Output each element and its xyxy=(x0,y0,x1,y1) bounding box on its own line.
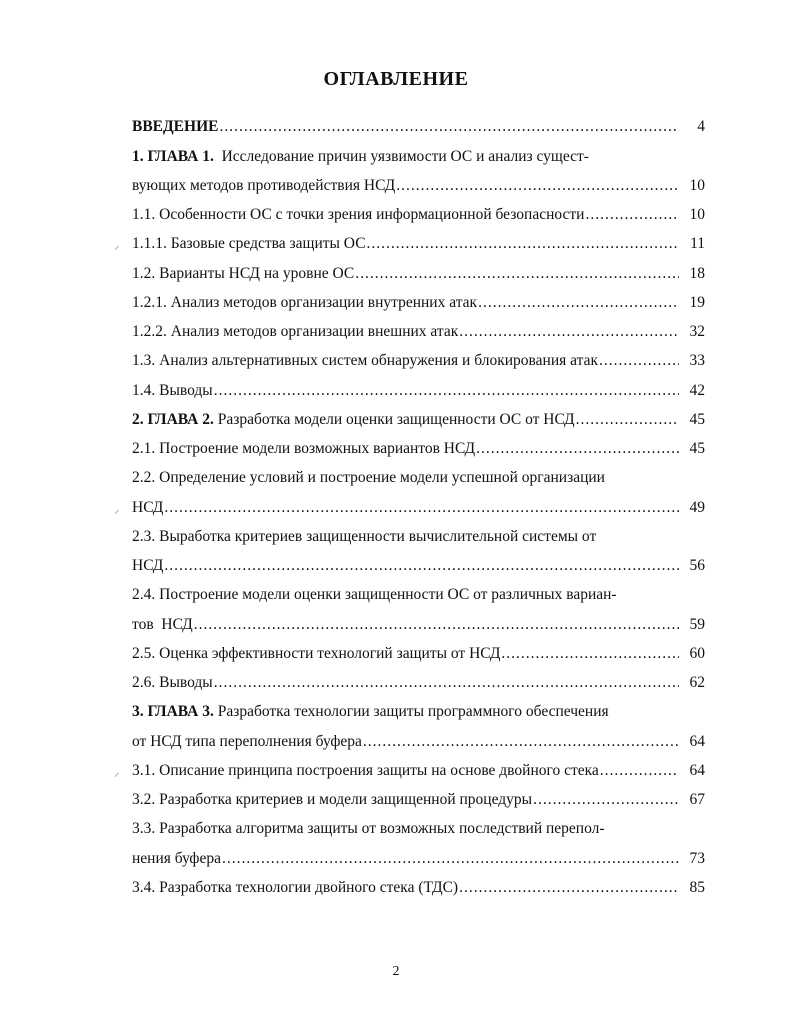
toc-page-number: 19 xyxy=(689,294,705,311)
toc-entry-text: 2.2. Определение условий и построение модели успешной организации xyxy=(132,469,605,486)
toc-entry-continuation xyxy=(132,497,705,519)
toc-page-number: 85 xyxy=(689,879,705,896)
page-number: 2 xyxy=(392,964,400,979)
toc-entry-text: 2.6. Выводы xyxy=(132,674,213,691)
toc-page-number: 73 xyxy=(689,850,705,867)
dot-leader xyxy=(214,672,679,694)
dot-leader xyxy=(214,380,679,402)
toc-entry xyxy=(132,350,705,372)
toc-entry-bold: 3. ГЛАВА 3. xyxy=(132,703,214,720)
toc-entry xyxy=(132,380,705,402)
toc-entry-text: 3.1. Описание принципа построения защиты на основе двойного стека xyxy=(132,762,599,779)
toc-entry-text: 2.1. Построение модели возможных вариантов НСД xyxy=(132,440,476,457)
toc-entry-text: 1.4. Выводы xyxy=(132,382,213,399)
toc-page-number: 67 xyxy=(689,791,705,808)
dot-leader xyxy=(478,292,679,314)
toc-entry xyxy=(132,204,705,226)
toc-entry-text: 1.2.2. Анализ методов организации внешних атак xyxy=(132,323,459,340)
dot-leader xyxy=(585,204,679,226)
toc-entry-continuation xyxy=(132,848,705,870)
toc-entry xyxy=(132,760,705,782)
toc-page-number: 4 xyxy=(697,118,705,135)
toc-entry-text: Разработка модели оценки защищенности ОС от НСД xyxy=(213,411,575,428)
toc-entry-bold: 2. ГЛАВА 2. xyxy=(132,411,214,428)
toc-page-number: 45 xyxy=(689,440,705,457)
toc-entry-text: от НСД типа переполнения буфера xyxy=(132,733,362,750)
dot-leader xyxy=(459,877,679,899)
page-title: ОГЛАВЛЕНИЕ xyxy=(323,68,469,90)
dot-leader xyxy=(459,321,679,343)
toc-entry-text: 1.2. Варианты НСД на уровне ОС xyxy=(132,265,355,282)
toc-entry-bold: ВВЕДЕНИЕ xyxy=(132,118,219,135)
toc-entry xyxy=(132,292,705,314)
dot-leader xyxy=(219,116,679,138)
toc-entry-chapter-1 xyxy=(132,146,705,168)
toc-entry xyxy=(132,584,705,606)
toc-page-number: 56 xyxy=(689,557,705,574)
dot-leader xyxy=(367,233,679,255)
toc-page-number: 59 xyxy=(689,616,705,633)
toc-entry-continuation xyxy=(132,175,705,197)
toc-entry-text: 2.4. Построение модели оценки защищенности ОС от различных вариан- xyxy=(132,586,617,603)
dot-leader xyxy=(194,614,679,636)
toc-page-number: 45 xyxy=(689,411,705,428)
toc-entry xyxy=(132,672,705,694)
toc-entry-text: вующих методов противодействия НСД xyxy=(132,177,396,194)
toc-entry-text: 3.4. Разработка технологии двойного стека (ТДС) xyxy=(132,879,459,896)
scan-mark: ⸝ xyxy=(114,504,120,516)
toc-page-number: 32 xyxy=(689,323,705,340)
toc-entry-continuation xyxy=(132,614,705,636)
dot-leader xyxy=(501,643,679,665)
toc-entry-text: 1.2.1. Анализ методов организации внутренних атак xyxy=(132,294,478,311)
toc-page-number: 33 xyxy=(689,352,705,369)
toc-entry xyxy=(132,233,705,255)
toc-entry-text: Исследование причин уязвимости ОС и анализ сущест- xyxy=(213,148,589,165)
toc-page-number: 18 xyxy=(689,265,705,282)
toc-entry xyxy=(132,818,705,840)
toc-entry-text: нения буфера xyxy=(132,850,221,867)
toc-entry-text: 3.3. Разработка алгоритма защиты от возможных последствий перепол- xyxy=(132,820,605,837)
toc-entry-continuation xyxy=(132,731,705,753)
toc-page-number: 10 xyxy=(689,177,705,194)
dot-leader xyxy=(533,789,679,811)
toc-entry-chapter-2 xyxy=(132,409,705,431)
toc-entry-text: 1.1.1. Базовые средства защиты ОС xyxy=(132,235,366,252)
dot-leader xyxy=(600,760,679,782)
toc-entry-text: 1.1. Особенности ОС с точки зрения информационной безопасности xyxy=(132,206,585,223)
scan-mark: ⸝ xyxy=(114,240,120,252)
toc-page-number: 42 xyxy=(689,382,705,399)
toc-entry-text: 2.5. Оценка эффективности технологий защиты от НСД xyxy=(132,645,501,662)
toc-entry xyxy=(132,321,705,343)
toc-page-number: 64 xyxy=(689,733,705,750)
toc-entry xyxy=(132,467,705,489)
toc-page-number: 62 xyxy=(689,674,705,691)
toc-entry-text: 2.3. Выработка критериев защищенности вычислительной системы от xyxy=(132,528,597,545)
toc-entry xyxy=(132,263,705,285)
toc-entry-text: тов НСД xyxy=(132,616,193,633)
toc-page-number: 64 xyxy=(689,762,705,779)
dot-leader xyxy=(164,497,679,519)
toc-entry-text: НСД xyxy=(132,557,164,574)
dot-leader xyxy=(576,409,679,431)
toc-entry xyxy=(132,438,705,460)
toc-entry xyxy=(132,643,705,665)
dot-leader xyxy=(363,731,679,753)
scan-mark: ⸝ xyxy=(114,767,120,779)
toc-entry-continuation xyxy=(132,555,705,577)
dot-leader xyxy=(599,350,679,372)
dot-leader xyxy=(396,175,679,197)
toc-entry-chapter-3 xyxy=(132,701,705,723)
toc-page-number: 10 xyxy=(689,206,705,223)
toc-entry xyxy=(132,526,705,548)
toc-entry-text: 3.2. Разработка критериев и модели защищенной процедуры xyxy=(132,791,533,808)
dot-leader xyxy=(222,848,679,870)
dot-leader xyxy=(164,555,679,577)
toc-entry-text: НСД xyxy=(132,499,164,516)
dot-leader xyxy=(476,438,679,460)
toc-entry xyxy=(132,789,705,811)
toc-entry-bold: 1. ГЛАВА 1. xyxy=(132,148,214,165)
toc-page-number: 11 xyxy=(690,235,705,252)
dot-leader xyxy=(355,263,679,285)
toc-page-number: 60 xyxy=(689,645,705,662)
toc-entry-text: Разработка технологии защиты программного обеспечения xyxy=(213,703,609,720)
toc-entry xyxy=(132,877,705,899)
toc-page-number: 49 xyxy=(689,499,705,516)
toc-entry-introduction xyxy=(132,116,705,138)
toc-entry-text: 1.3. Анализ альтернативных систем обнаружения и блокирования атак xyxy=(132,352,598,369)
